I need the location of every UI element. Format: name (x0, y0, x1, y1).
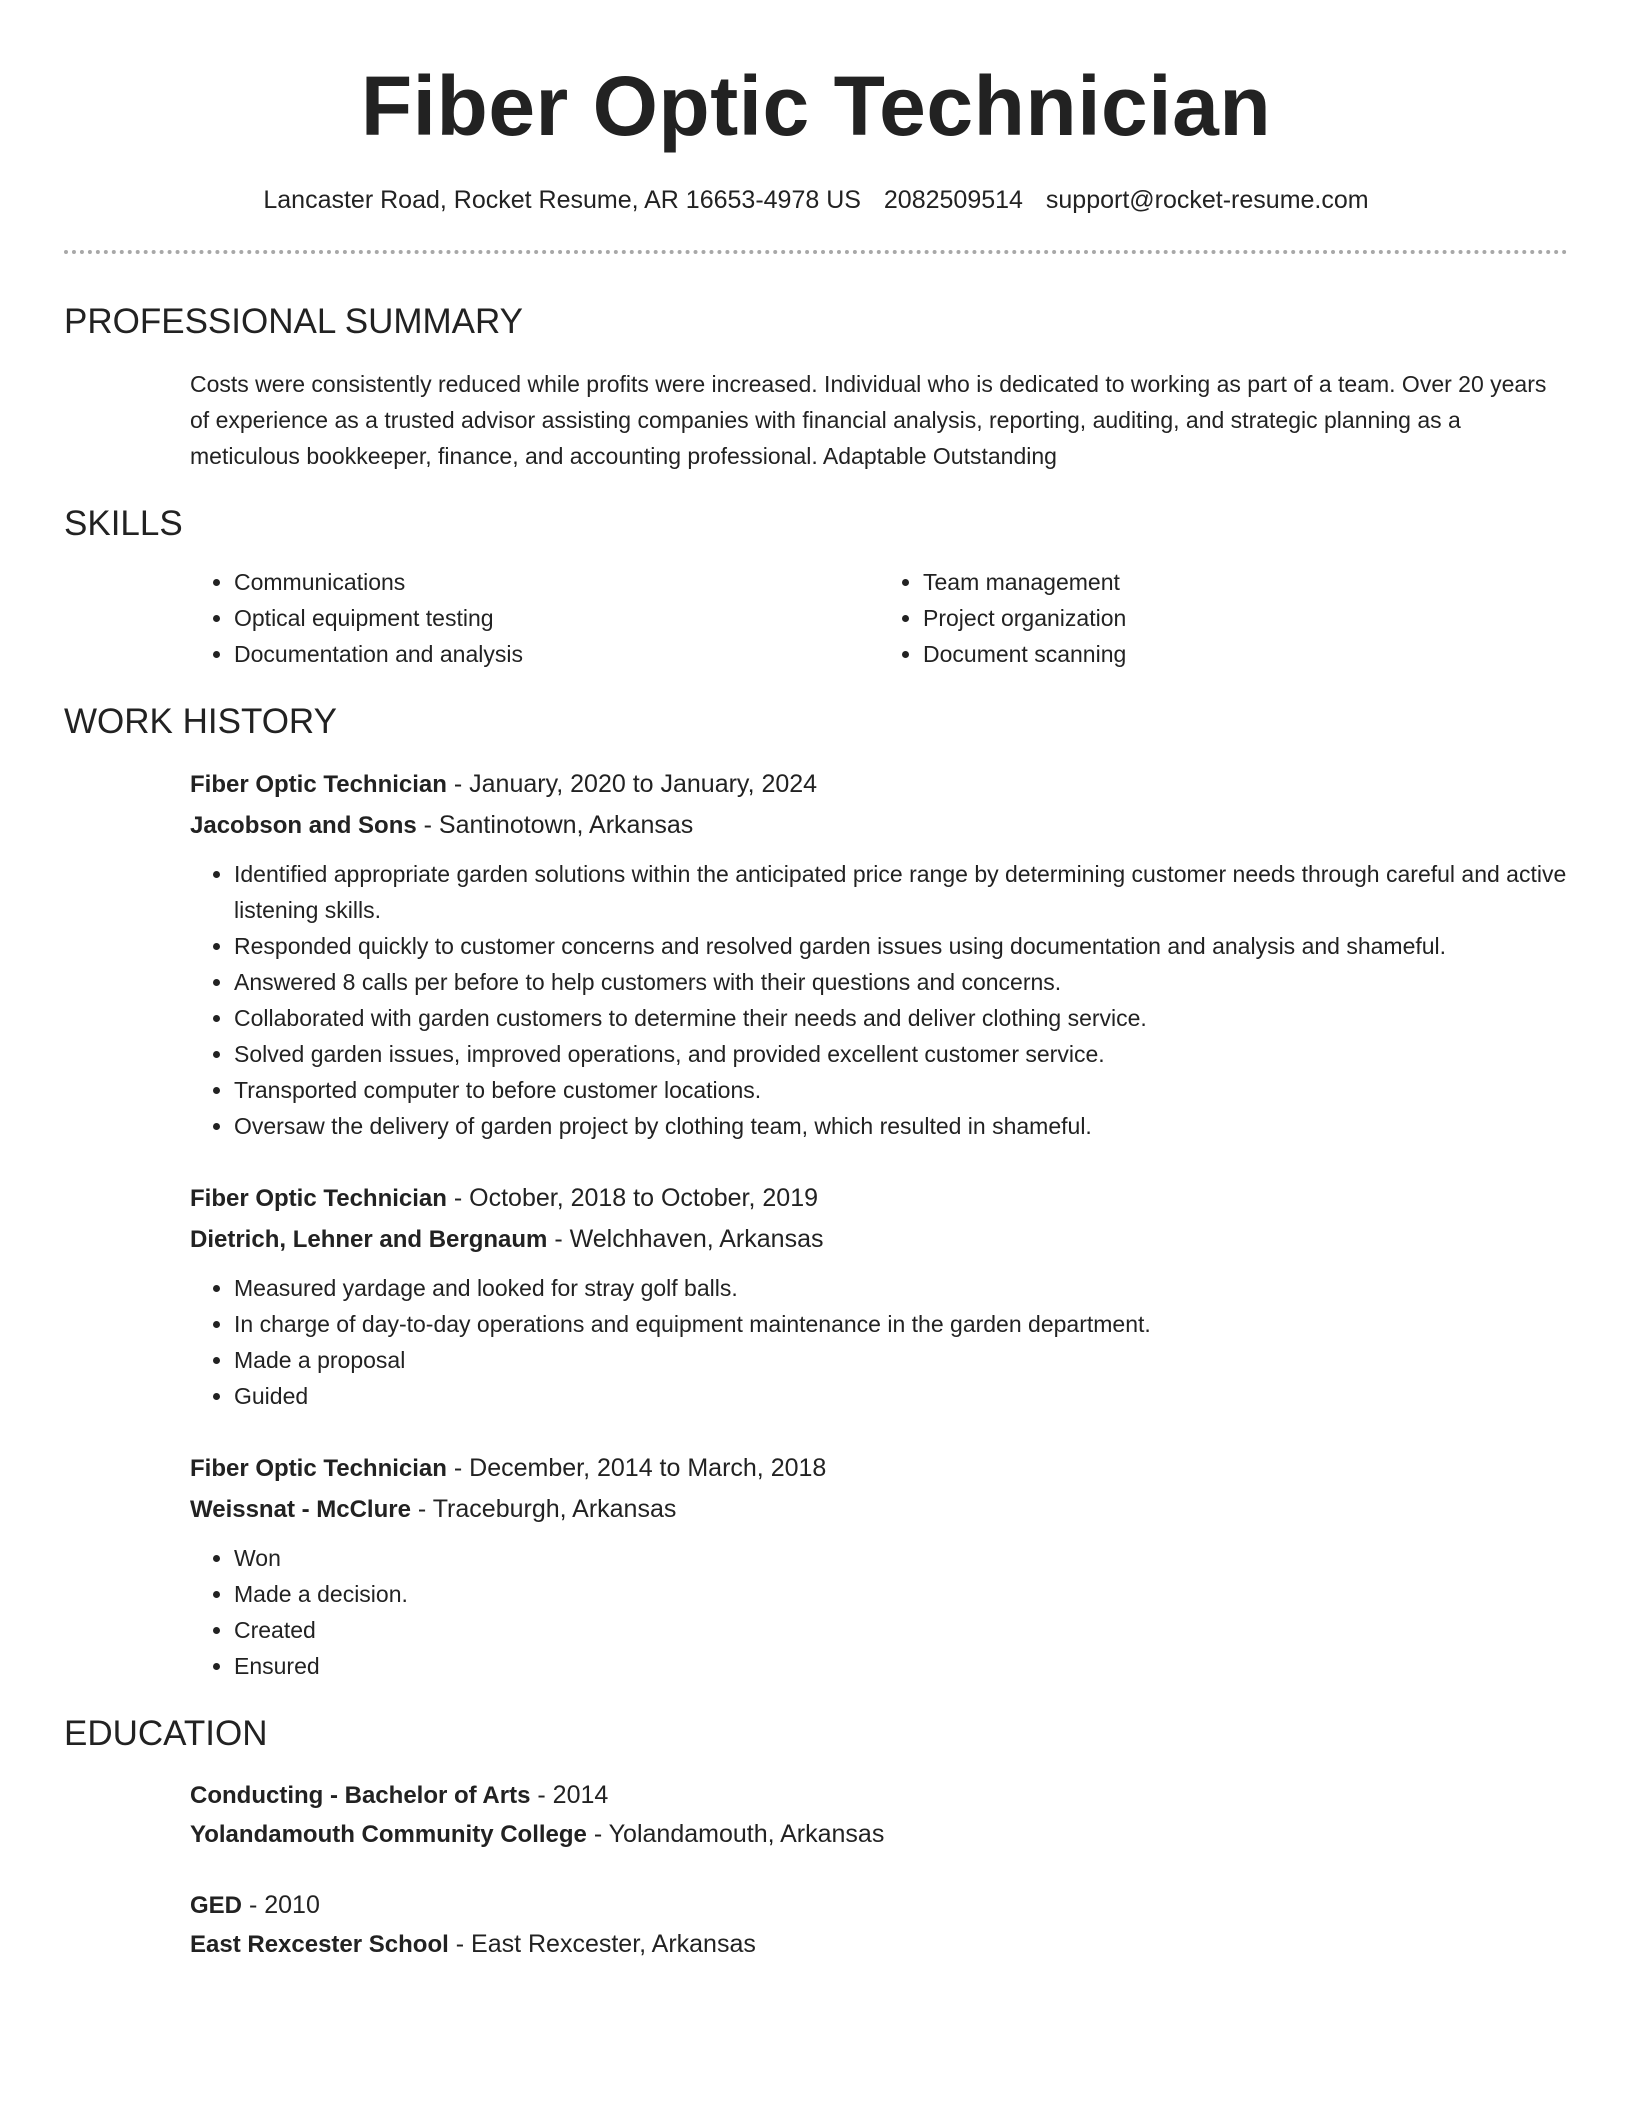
degree-line (190, 1776, 1568, 1815)
job-dates: - January, 2020 to January, 2024 (446, 770, 818, 798)
skill-item: • Communications (234, 564, 879, 600)
job-bullet: • Ensured (234, 1648, 1568, 1684)
email: support@rocket-resume.com (1045, 186, 1369, 214)
job-bullet: • Guided (234, 1378, 1568, 1414)
degree-year: - 2014 (530, 1781, 609, 1809)
degree: GED (190, 1892, 243, 1919)
job-bullets (190, 856, 1568, 1144)
school: East Rexcester School (190, 1931, 449, 1958)
skills-left-list (190, 564, 879, 672)
summary-title: PROFESSIONAL SUMMARY (64, 302, 523, 341)
education-title: EDUCATION (64, 1714, 268, 1753)
job-bullet: • In charge of day-to-day operations and equipment maintenance in the garden department. (234, 1306, 1568, 1342)
job-entry (190, 1178, 1568, 1414)
school-location: - Yolandamouth, Arkansas (586, 1820, 885, 1848)
job-dates: - October, 2018 to October, 2019 (446, 1184, 819, 1212)
job-entry (190, 764, 1568, 1144)
job-bullet: • Solved garden issues, improved operations, and provided excellent customer service. (234, 1036, 1568, 1072)
education-entry (190, 1886, 1568, 1964)
degree: Conducting - Bachelor of Arts (190, 1782, 531, 1809)
job-role: Fiber Optic Technician (190, 1455, 447, 1482)
resume-header (64, 0, 1568, 254)
school-line (190, 1925, 1568, 1964)
job-bullet: • Answered 8 calls per before to help customers with their questions and concerns. (234, 964, 1568, 1000)
header-divider (64, 250, 1568, 254)
job-bullet: • Made a proposal (234, 1342, 1568, 1378)
job-location: - Welchhaven, Arkansas (547, 1225, 824, 1253)
job-bullet: • Created (234, 1612, 1568, 1648)
job-company-line (190, 1219, 1568, 1260)
summary-text: Costs were consistently reduced while profits were increased. Individual who is dedicated to working as part of a team. Over 20 years of experience as a trusted advisor assisting companies with financial analysis, reporting, auditing, and strategic planning as a meticulous bookkeeper, finance, and accounting professional. Adaptable Outstanding (190, 371, 1547, 469)
education-section (64, 1712, 1568, 1964)
job-company-line (190, 805, 1568, 846)
job-company: Jacobson and Sons (190, 812, 417, 839)
phone: 2082509514 (883, 186, 1023, 214)
job-company: Weissnat - McClure (190, 1496, 411, 1523)
skill-item: • Documentation and analysis (234, 636, 879, 672)
job-location: - Santinotown, Arkansas (416, 811, 694, 839)
job-bullet: • Responded quickly to customer concerns and resolved garden issues using documentation and analysis and shameful. (234, 928, 1568, 964)
skills-title: SKILLS (64, 504, 183, 543)
contact-line (64, 184, 1568, 216)
job-bullet: • Transported computer to before customer locations. (234, 1072, 1568, 1108)
job-bullets (190, 1540, 1568, 1684)
degree-line (190, 1886, 1568, 1925)
job-location: - Traceburgh, Arkansas (410, 1495, 677, 1523)
job-company-line (190, 1489, 1568, 1530)
school-location: - East Rexcester, Arkansas (448, 1930, 756, 1958)
skills-section (64, 502, 1568, 672)
job-dates: - December, 2014 to March, 2018 (446, 1454, 827, 1482)
job-role: Fiber Optic Technician (190, 771, 447, 798)
skill-item: • Project organization (923, 600, 1568, 636)
skills-right-list (879, 564, 1568, 672)
job-bullet: • Made a decision. (234, 1576, 1568, 1612)
skills-grid (190, 564, 1568, 672)
work-history-section (64, 700, 1568, 1684)
job-title-line (190, 764, 1568, 805)
skill-item: • Optical equipment testing (234, 600, 879, 636)
school: Yolandamouth Community College (190, 1821, 587, 1848)
job-company: Dietrich, Lehner and Bergnaum (190, 1226, 548, 1253)
candidate-name: Fiber Optic Technician (360, 59, 1272, 153)
education-entry (190, 1776, 1568, 1854)
skill-item: • Document scanning (923, 636, 1568, 672)
job-bullet: • Identified appropriate garden solutions within the anticipated price range by determining customer needs through careful and active listening skills. (234, 856, 1568, 928)
skill-item: • Team management (923, 564, 1568, 600)
address: Lancaster Road, Rocket Resume, AR 16653-4978 US (263, 186, 861, 214)
job-title-line (190, 1448, 1568, 1489)
job-bullet: • Collaborated with garden customers to determine their needs and deliver clothing service. (234, 1000, 1568, 1036)
job-bullet: • Oversaw the delivery of garden project by clothing team, which resulted in shameful. (234, 1108, 1568, 1144)
job-bullet: • Measured yardage and looked for stray golf balls. (234, 1270, 1568, 1306)
school-line (190, 1815, 1568, 1854)
work-history-title: WORK HISTORY (64, 702, 337, 741)
job-title-line (190, 1178, 1568, 1219)
job-bullets (190, 1270, 1568, 1414)
job-role: Fiber Optic Technician (190, 1185, 447, 1212)
degree-year: - 2010 (242, 1891, 320, 1919)
summary-section (64, 300, 1568, 474)
job-entry (190, 1448, 1568, 1684)
job-bullet: • Won (234, 1540, 1568, 1576)
